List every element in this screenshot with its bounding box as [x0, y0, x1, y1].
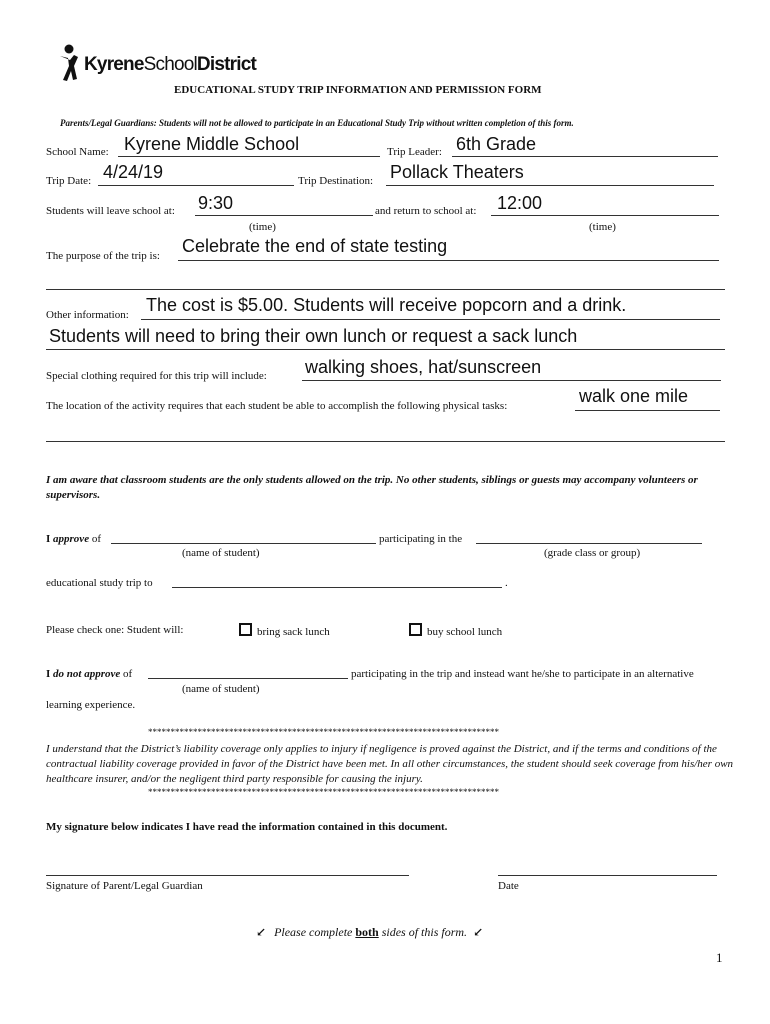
physical-line-2 — [46, 441, 725, 442]
leave-time-label: Students will leave school at: — [46, 205, 175, 217]
disapprove-row — [46, 668, 132, 680]
disapprove-of: of — [120, 668, 133, 680]
disapprove-rest: participating in the trip and instead want he/she to participate in an alternative — [351, 668, 694, 680]
approve-of: of — [89, 533, 101, 545]
date-label: Date — [498, 880, 519, 892]
trip-destination-line — [386, 185, 714, 186]
star-divider-bottom: ****************************************************************************** — [148, 787, 499, 797]
study-trip-period: . — [505, 577, 508, 589]
star-divider-top: ****************************************************************************** — [148, 727, 499, 737]
approve-i: I — [46, 533, 54, 545]
return-time-line — [491, 215, 719, 216]
disapprove-i: I — [46, 668, 54, 680]
physical-line — [575, 410, 720, 411]
trip-destination-value[interactable]: Pollack Theaters — [390, 162, 524, 182]
arrow-down-left-icon: ↙ — [256, 925, 267, 939]
school-lunch-checkbox[interactable] — [409, 623, 422, 636]
trip-leader-line — [452, 156, 718, 157]
footer-note: ↙ Please complete both sides of this form. ↙ — [256, 925, 484, 939]
page-number: 1 — [716, 950, 723, 965]
check-label: Please check one: Student will: — [46, 624, 184, 636]
awareness-statement: I am aware that classroom students are the only students allowed on the trip. No other students, siblings or guests may accompany volunteers or supervisors. — [46, 474, 698, 501]
return-time-value[interactable]: 12:00 — [497, 193, 543, 213]
purpose-line-2 — [46, 289, 725, 290]
arrow-down-left-icon: ↙ — [473, 925, 484, 939]
study-trip-to-line[interactable] — [172, 587, 502, 588]
leave-time-sub: (time) — [249, 221, 276, 233]
trip-leader-value[interactable]: 6th Grade — [456, 134, 537, 154]
liability-statement: I understand that the District’s liability coverage only applies to injury if negligence is proved against the District, and if the terms and conditions of the contractual liability coverage provided in favor of the District have been met. In all other circumstances, the student should seek coverage from his/her own healthcare insurer, and/or the negligent third party responsible for causing the injury. — [46, 743, 734, 785]
signature-line[interactable] — [46, 875, 409, 876]
signature-statement: My signature below indicates I have read the information contained in this document. — [46, 821, 448, 833]
school-name-line — [118, 156, 380, 157]
other-info-line-2 — [46, 349, 725, 350]
approve-row — [46, 533, 101, 545]
trip-leader-label: Trip Leader: — [387, 146, 442, 158]
study-trip-to-label: educational study trip to — [46, 577, 153, 589]
sack-lunch-label: bring sack lunch — [257, 626, 330, 638]
leave-time-value[interactable]: 9:30 — [198, 193, 234, 213]
approve-student-line[interactable] — [111, 543, 376, 544]
parent-notice: Parents/Legal Guardians: Students will not be allowed to participate in an Educational Study Trip without written completion of this form. — [60, 118, 574, 128]
purpose-line — [178, 260, 719, 261]
leave-time-line — [195, 215, 373, 216]
physical-label: The location of the activity requires that each student be able to accomplish the following physical tasks: — [46, 400, 508, 412]
purpose-value[interactable]: Celebrate the end of state testing — [182, 236, 448, 256]
clothing-value[interactable]: walking shoes, hat/sunscreen — [305, 357, 542, 377]
approve-participating: participating in the — [379, 533, 463, 545]
trip-date-label: Trip Date: — [46, 175, 92, 187]
sack-lunch-checkbox[interactable] — [239, 623, 252, 636]
disapprove-word: do not approve — [53, 668, 121, 680]
form-title: EDUCATIONAL STUDY TRIP INFORMATION AND PERMISSION FORM — [174, 84, 542, 96]
return-time-sub: (time) — [589, 221, 616, 233]
date-line[interactable] — [498, 875, 717, 876]
return-time-label: and return to school at: — [375, 205, 477, 217]
logo-wordmark: KyreneSchoolDistrict — [84, 54, 256, 75]
option-sack-lunch[interactable] — [239, 623, 330, 638]
trip-date-line — [98, 185, 294, 186]
physical-value[interactable]: walk one mile — [579, 386, 689, 406]
kyrene-figure-icon — [58, 44, 80, 82]
approve-word: approve — [53, 533, 90, 545]
disapprove-student-line[interactable] — [148, 678, 348, 679]
other-info-value-1[interactable]: The cost is $5.00. Students will receive popcorn and a drink. — [146, 295, 627, 315]
other-info-label: Other information: — [46, 309, 129, 321]
trip-destination-label: Trip Destination: — [298, 175, 374, 187]
approve-student-sub: (name of student) — [182, 547, 260, 559]
school-name-label: School Name: — [46, 146, 109, 158]
disapprove-continuation: learning experience. — [46, 699, 136, 711]
other-info-line — [141, 319, 720, 320]
disapprove-student-sub: (name of student) — [182, 683, 260, 695]
approve-grade-sub: (grade class or group) — [544, 547, 641, 559]
approve-grade-line[interactable] — [476, 543, 702, 544]
other-info-value-2[interactable]: Students will need to bring their own lunch or request a sack lunch — [49, 326, 578, 346]
clothing-line — [302, 380, 721, 381]
school-name-value[interactable]: Kyrene Middle School — [124, 134, 300, 154]
school-lunch-label: buy school lunch — [427, 626, 503, 638]
purpose-label: The purpose of the trip is: — [46, 250, 160, 262]
clothing-label: Special clothing required for this trip will include: — [46, 370, 267, 382]
trip-date-value[interactable]: 4/24/19 — [103, 162, 164, 182]
option-school-lunch[interactable] — [409, 623, 502, 638]
signature-label: Signature of Parent/Legal Guardian — [46, 880, 203, 892]
